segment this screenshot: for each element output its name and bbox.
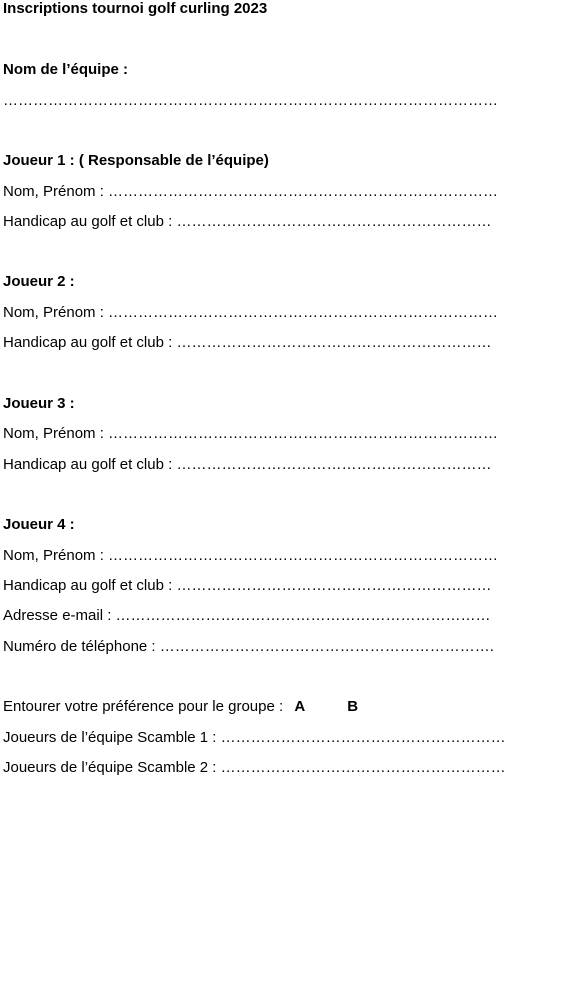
player-2-header: Joueur 2 : bbox=[3, 273, 75, 290]
group-option-a[interactable]: A bbox=[294, 698, 306, 715]
player-2-handicap-field[interactable]: Handicap au golf et club : ……………………………………………………… bbox=[3, 334, 492, 351]
player-1-name-field[interactable]: Nom, Prénom : …………………………………………………………………… bbox=[3, 183, 499, 200]
player-4-handicap-field[interactable]: Handicap au golf et club : ……………………………………………………… bbox=[3, 577, 492, 594]
group-option-b[interactable]: B bbox=[347, 698, 359, 715]
page-title: Inscriptions tournoi golf curling 2023 bbox=[3, 0, 268, 17]
email-field[interactable]: Adresse e-mail : ………………………………………………………………… bbox=[3, 607, 491, 624]
player-3-name-field[interactable]: Nom, Prénom : …………………………………………………………………… bbox=[3, 425, 499, 442]
player-3-header: Joueur 3 : bbox=[3, 395, 75, 412]
team-name-field[interactable]: ……………………………………………………………………………………… bbox=[3, 92, 498, 109]
group-preference-row bbox=[3, 698, 358, 716]
team-name-label: Nom de l’équipe : bbox=[3, 61, 129, 78]
phone-field[interactable]: Numéro de téléphone : …………………………………………………………. bbox=[3, 638, 494, 655]
player-1-handicap-field[interactable]: Handicap au golf et club : ……………………………………………………… bbox=[3, 213, 492, 230]
scramble-1-field[interactable]: Joueurs de l’équipe Scamble 1 : ………………………………………………… bbox=[3, 729, 506, 746]
player-2-name-field[interactable]: Nom, Prénom : …………………………………………………………………… bbox=[3, 304, 499, 321]
player-4-header: Joueur 4 : bbox=[3, 516, 75, 533]
group-preference-label: Entourer votre préférence pour le groupe : bbox=[3, 698, 288, 715]
player-3-handicap-field[interactable]: Handicap au golf et club : ……………………………………………………… bbox=[3, 456, 492, 473]
scramble-2-field[interactable]: Joueurs de l’équipe Scamble 2 : ………………………………………………… bbox=[3, 759, 506, 776]
player-4-name-field[interactable]: Nom, Prénom : …………………………………………………………………… bbox=[3, 547, 499, 564]
player-1-header: Joueur 1 : ( Responsable de l’équipe) bbox=[3, 152, 269, 169]
